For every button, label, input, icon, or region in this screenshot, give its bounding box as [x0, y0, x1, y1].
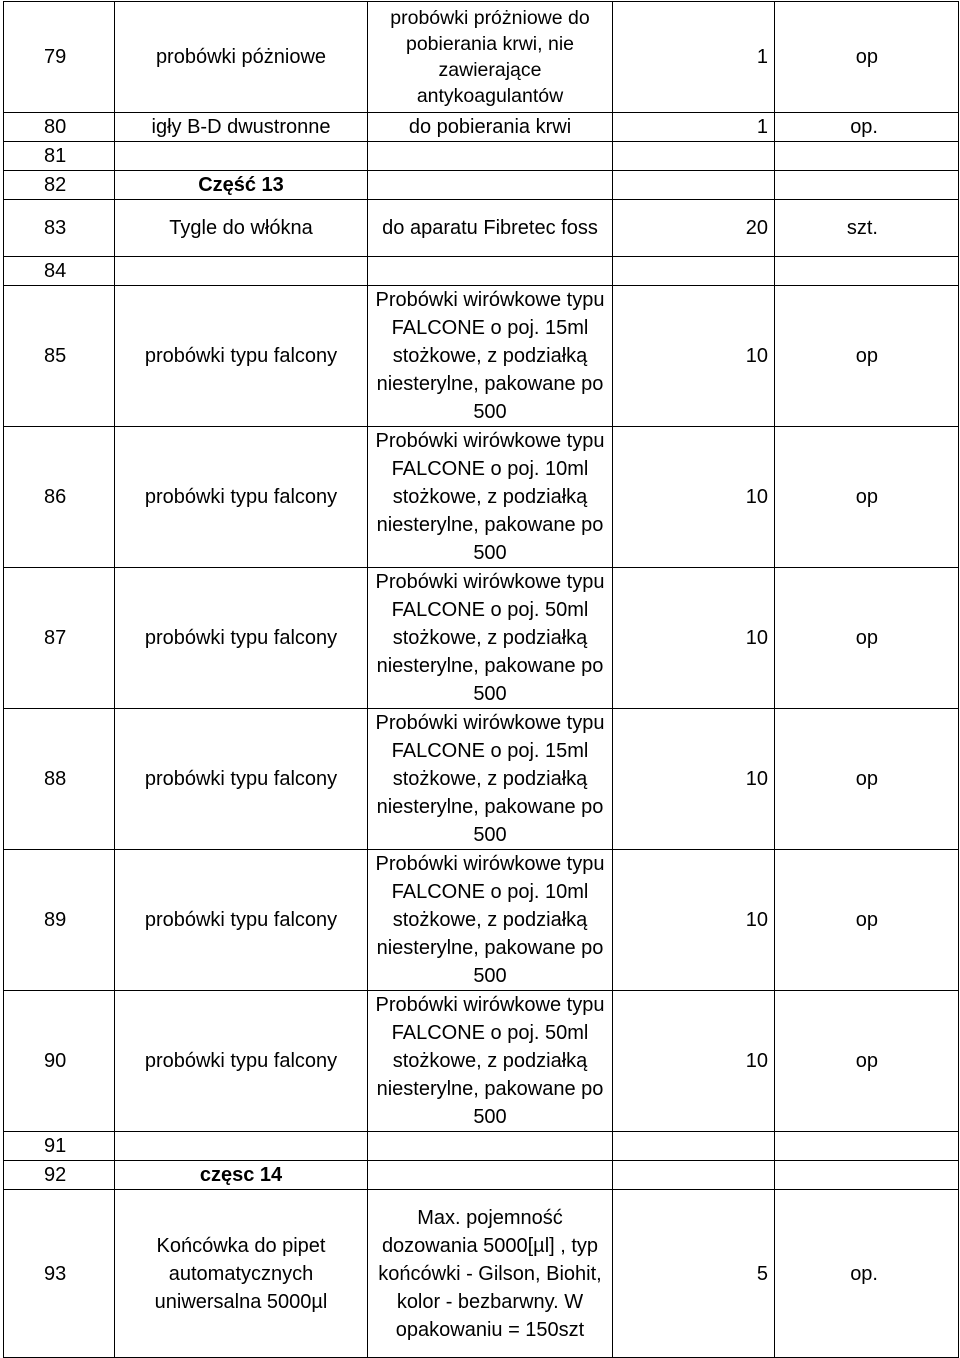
- item-name: probówki typu falcony: [115, 427, 368, 568]
- item-quantity: 10: [613, 850, 775, 991]
- item-description: [368, 171, 613, 200]
- item-unit: [775, 1132, 959, 1161]
- item-unit: [775, 142, 959, 171]
- item-description: Probówki wirówkowe typu FALCONE o poj. 10ml stożkowe, z podziałką niesterylne, pakowane po 500: [368, 850, 613, 991]
- row-number: 92: [4, 1161, 115, 1190]
- item-quantity: 5: [613, 1190, 775, 1358]
- table-row: [4, 568, 959, 709]
- table-row: [4, 286, 959, 427]
- item-quantity: [613, 171, 775, 200]
- item-description: [368, 142, 613, 171]
- item-description: [368, 257, 613, 286]
- row-number: 90: [4, 991, 115, 1132]
- item-unit: [775, 1161, 959, 1190]
- item-unit: op: [775, 427, 959, 568]
- item-description: [368, 1132, 613, 1161]
- row-number: 85: [4, 286, 115, 427]
- table-row: [4, 257, 959, 286]
- item-description: Max. pojemność dozowania 5000[µl] , typ końcówki - Gilson, Biohit, kolor - bezbarwny. W opakowaniu = 150szt: [368, 1190, 613, 1358]
- table-row: [4, 991, 959, 1132]
- item-name: probówki póżniowe: [115, 2, 368, 113]
- item-description: Probówki wirówkowe typu FALCONE o poj. 15ml stożkowe, z podziałką niesterylne, pakowane po 500: [368, 709, 613, 850]
- section-heading: Część 13: [115, 171, 368, 200]
- row-number: 82: [4, 171, 115, 200]
- item-name: igły B-D dwustronne: [115, 113, 368, 142]
- row-number: 93: [4, 1190, 115, 1358]
- section-row: [4, 171, 959, 200]
- table-row: [4, 1190, 959, 1358]
- item-description: Probówki wirówkowe typu FALCONE o poj. 15ml stożkowe, z podziałką niesterylne, pakowane po 500: [368, 286, 613, 427]
- item-name: Tygle do włókna: [115, 200, 368, 257]
- row-number: 83: [4, 200, 115, 257]
- item-quantity: 10: [613, 427, 775, 568]
- table-row: [4, 113, 959, 142]
- item-name: [115, 1132, 368, 1161]
- item-name: [115, 142, 368, 171]
- item-quantity: 20: [613, 200, 775, 257]
- row-number: 81: [4, 142, 115, 171]
- item-unit: [775, 257, 959, 286]
- item-quantity: 1: [613, 2, 775, 113]
- item-unit: op: [775, 850, 959, 991]
- item-description: Probówki wirówkowe typu FALCONE o poj. 50ml stożkowe, z podziałką niesterylne, pakowane po 500: [368, 991, 613, 1132]
- item-quantity: 10: [613, 568, 775, 709]
- row-number: 80: [4, 113, 115, 142]
- table-row: [4, 427, 959, 568]
- item-unit: op: [775, 2, 959, 113]
- row-number: 87: [4, 568, 115, 709]
- row-number: 86: [4, 427, 115, 568]
- item-description: do aparatu Fibretec foss: [368, 200, 613, 257]
- row-number: 84: [4, 257, 115, 286]
- item-quantity: 10: [613, 286, 775, 427]
- item-unit: op: [775, 568, 959, 709]
- row-number: 91: [4, 1132, 115, 1161]
- row-number: 89: [4, 850, 115, 991]
- item-unit: op: [775, 991, 959, 1132]
- item-name: Końcówka do pipet automatycznych uniwersalna 5000µl: [115, 1190, 368, 1358]
- item-unit: [775, 171, 959, 200]
- row-number: 88: [4, 709, 115, 850]
- item-name: [115, 257, 368, 286]
- section-heading: częsc 14: [115, 1161, 368, 1190]
- item-name: probówki typu falcony: [115, 709, 368, 850]
- table-row: [4, 1132, 959, 1161]
- item-quantity: [613, 142, 775, 171]
- table-row: [4, 2, 959, 113]
- table-row: [4, 709, 959, 850]
- item-description: [368, 1161, 613, 1190]
- table-row: [4, 850, 959, 991]
- item-unit: op.: [775, 113, 959, 142]
- item-quantity: 10: [613, 991, 775, 1132]
- items-table: [3, 1, 959, 1358]
- item-quantity: 10: [613, 709, 775, 850]
- item-description: Probówki wirówkowe typu FALCONE o poj. 10ml stożkowe, z podziałką niesterylne, pakowane po 500: [368, 427, 613, 568]
- table-row: [4, 142, 959, 171]
- item-quantity: [613, 1161, 775, 1190]
- item-quantity: [613, 1132, 775, 1161]
- item-unit: op: [775, 709, 959, 850]
- table-row: [4, 200, 959, 257]
- item-quantity: 1: [613, 113, 775, 142]
- item-description: probówki próżniowe do pobierania krwi, nie zawierające antykoagulantów: [368, 2, 613, 113]
- item-description: Probówki wirówkowe typu FALCONE o poj. 50ml stożkowe, z podziałką niesterylne, pakowane po 500: [368, 568, 613, 709]
- item-quantity: [613, 257, 775, 286]
- item-name: probówki typu falcony: [115, 568, 368, 709]
- row-number: 79: [4, 2, 115, 113]
- item-name: probówki typu falcony: [115, 991, 368, 1132]
- item-unit: szt.: [775, 200, 959, 257]
- item-description: do pobierania krwi: [368, 113, 613, 142]
- section-row: [4, 1161, 959, 1190]
- item-unit: op: [775, 286, 959, 427]
- item-name: probówki typu falcony: [115, 286, 368, 427]
- item-unit: op.: [775, 1190, 959, 1358]
- item-name: probówki typu falcony: [115, 850, 368, 991]
